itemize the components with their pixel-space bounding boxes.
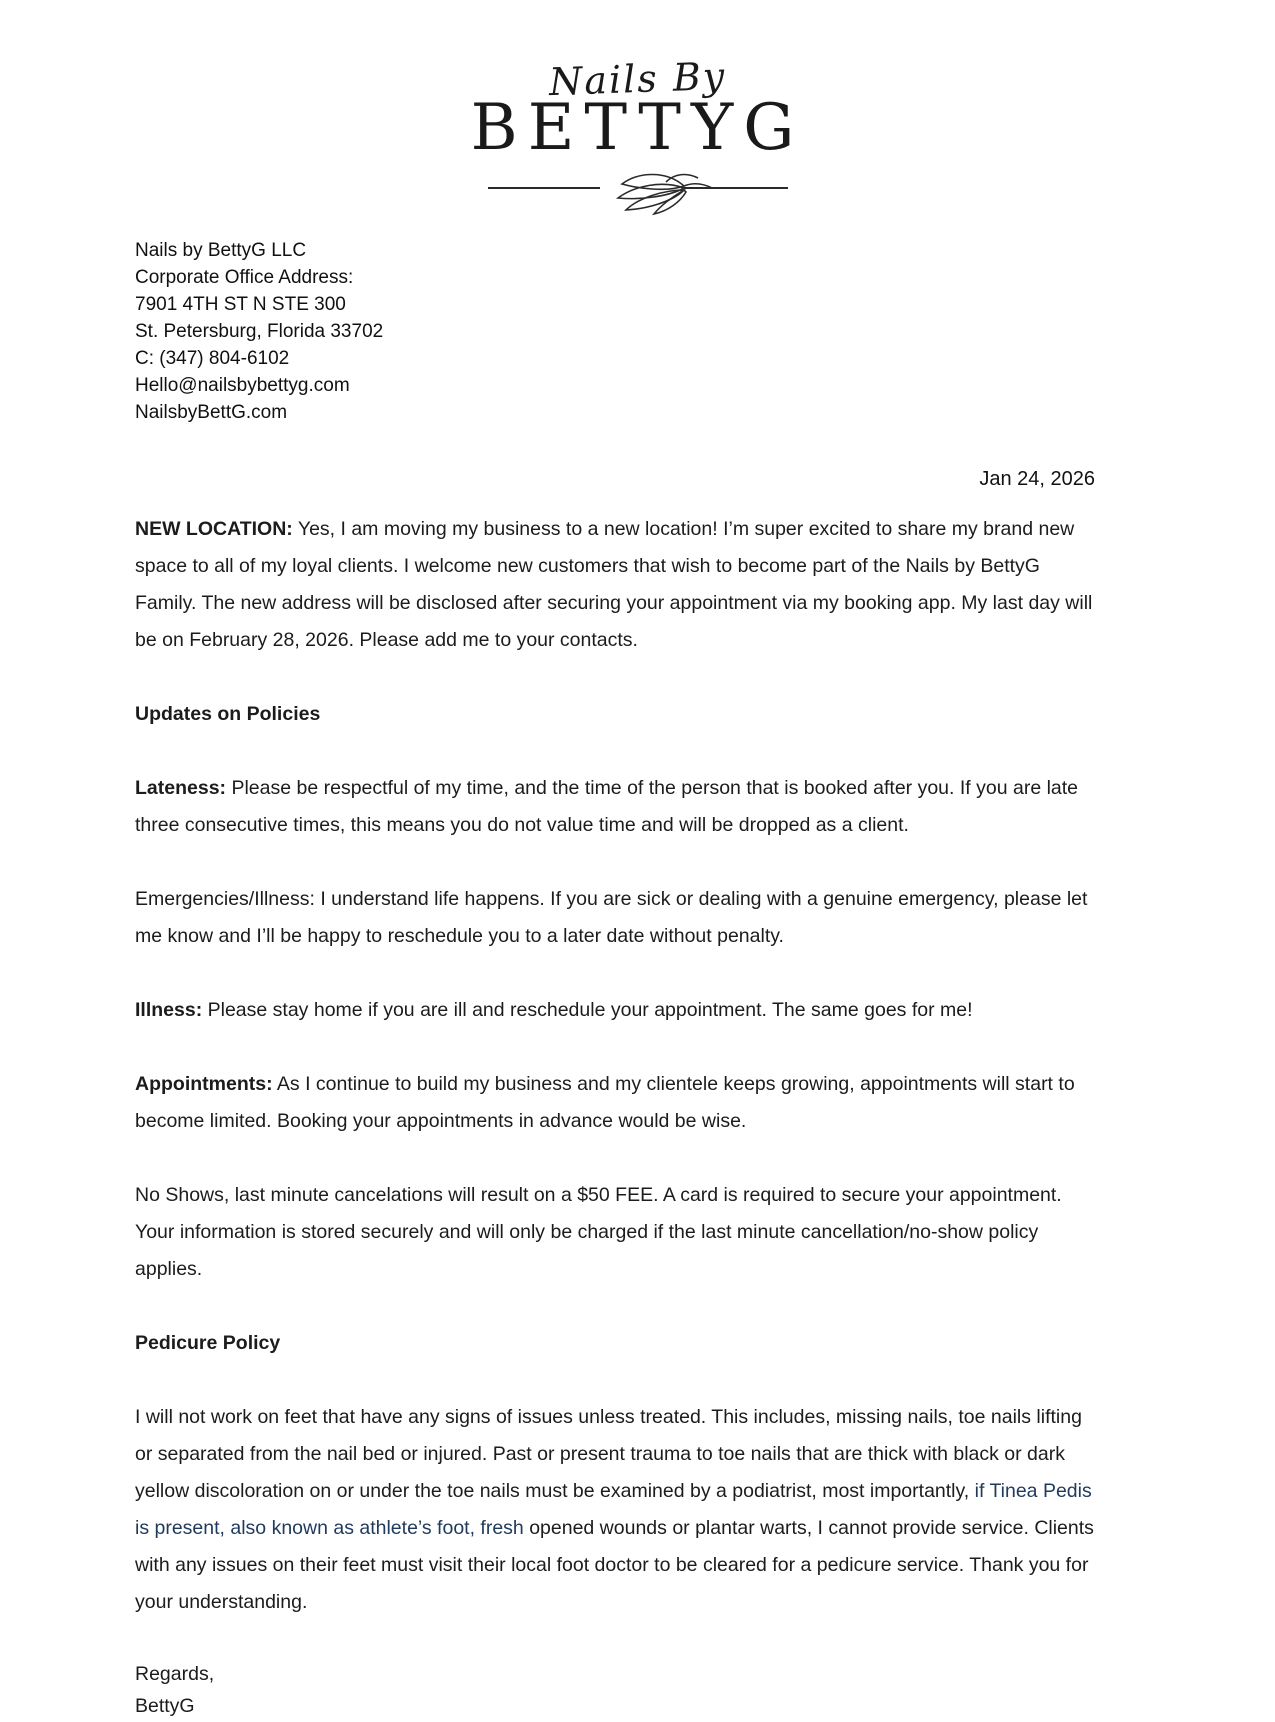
paragraph-pedicure: [135, 1399, 1095, 1621]
hand-flower-icon: [488, 162, 788, 223]
new-location-text: Yes, I am moving my business to a new location! I’m super excited to share my brand new space to all of my loyal clients. I welcome new customers that wish to become part of the Nails by BettyG Family. The new address will be disclosed after securing your appointment via my booking app. My last day will be on February 28, 2026. Please add me to your contacts.: [135, 517, 1093, 651]
sender-email: Hello@nailsbybettyg.com: [135, 374, 350, 396]
company-logo: [135, 53, 1140, 223]
paragraph-lateness: [135, 770, 1095, 844]
paragraph-illness: [135, 992, 1095, 1029]
paragraph-emergencies: Emergencies/Illness: I understand life happens. If you are sick or dealing with a genuine emergency, please let me know and I’ll be happy to reschedule you to a later date without penalty.: [135, 887, 1088, 947]
sender-website: NailsbyBettG.com: [135, 401, 288, 423]
heading-pedicure-policy: Pedicure Policy: [135, 1331, 281, 1354]
sender-street: 7901 4TH ST N STE 300: [135, 293, 346, 315]
closing-block: [135, 1658, 1095, 1722]
sender-address-block: [135, 237, 1140, 426]
pedicure-text-1: I will not work on feet that have any signs of issues unless treated. This includes, missing nails, toe nails lifting or separated from the nail bed or injured. Past or present trauma to toe nails that are thick with black or dark yellow discoloration on or under the toe nails must be examined by a podiatrist, most importantly,: [135, 1405, 1082, 1502]
illness-lead: Illness:: [135, 998, 203, 1021]
logo-divider: [135, 162, 1140, 223]
sender-company: Nails by BettyG LLC: [135, 239, 307, 261]
paragraph-no-shows: No Shows, last minute cancelations will result on a $50 FEE. A card is required to secure your appointment. Your information is stored securely and will only be charged if the last minute cancellation/no-show policy applies.: [135, 1183, 1062, 1280]
illness-text: Please stay home if you are ill and reschedule your appointment. The same goes for me!: [202, 998, 973, 1021]
logo-brand-text: BETTYG: [470, 90, 805, 165]
logo-script-text: Nails By: [548, 53, 727, 105]
lateness-lead: Lateness:: [135, 776, 227, 799]
paragraph-new-location: [135, 511, 1095, 659]
sender-address-label: Corporate Office Address:: [135, 266, 354, 288]
closing-regards: Regards,: [135, 1662, 215, 1685]
appointments-text: As I continue to build my business and my clientele keeps growing, appointments will start to become limited. Booking your appointments in advance would be wise.: [135, 1072, 1075, 1132]
pedicure-text-2: opened wounds or plantar warts, I cannot provide service. Clients with any issues on their feet must visit their local foot doctor to be cleared for a pedicure service. Thank you for your understanding.: [135, 1516, 1094, 1613]
new-location-lead: NEW LOCATION:: [135, 517, 293, 540]
pedicure-highlight-text: if Tinea Pedis is present, also known as athlete’s foot, fresh: [135, 1479, 1092, 1539]
appointments-lead: Appointments:: [135, 1072, 273, 1095]
lateness-text: Please be respectful of my time, and the time of the person that is booked after you. If you are late three consecutive times, this means you do not value time and will be dropped as a client.: [135, 776, 1079, 836]
heading-updates-on-policies: Updates on Policies: [135, 702, 321, 725]
letter-body: [135, 511, 1095, 1722]
paragraph-appointments: [135, 1066, 1095, 1140]
sender-phone: C: (347) 804-6102: [135, 347, 290, 369]
closing-signature: BettyG: [135, 1694, 195, 1717]
letter-date: Jan 24, 2026: [979, 467, 1095, 490]
sender-city: St. Petersburg, Florida 33702: [135, 320, 384, 342]
